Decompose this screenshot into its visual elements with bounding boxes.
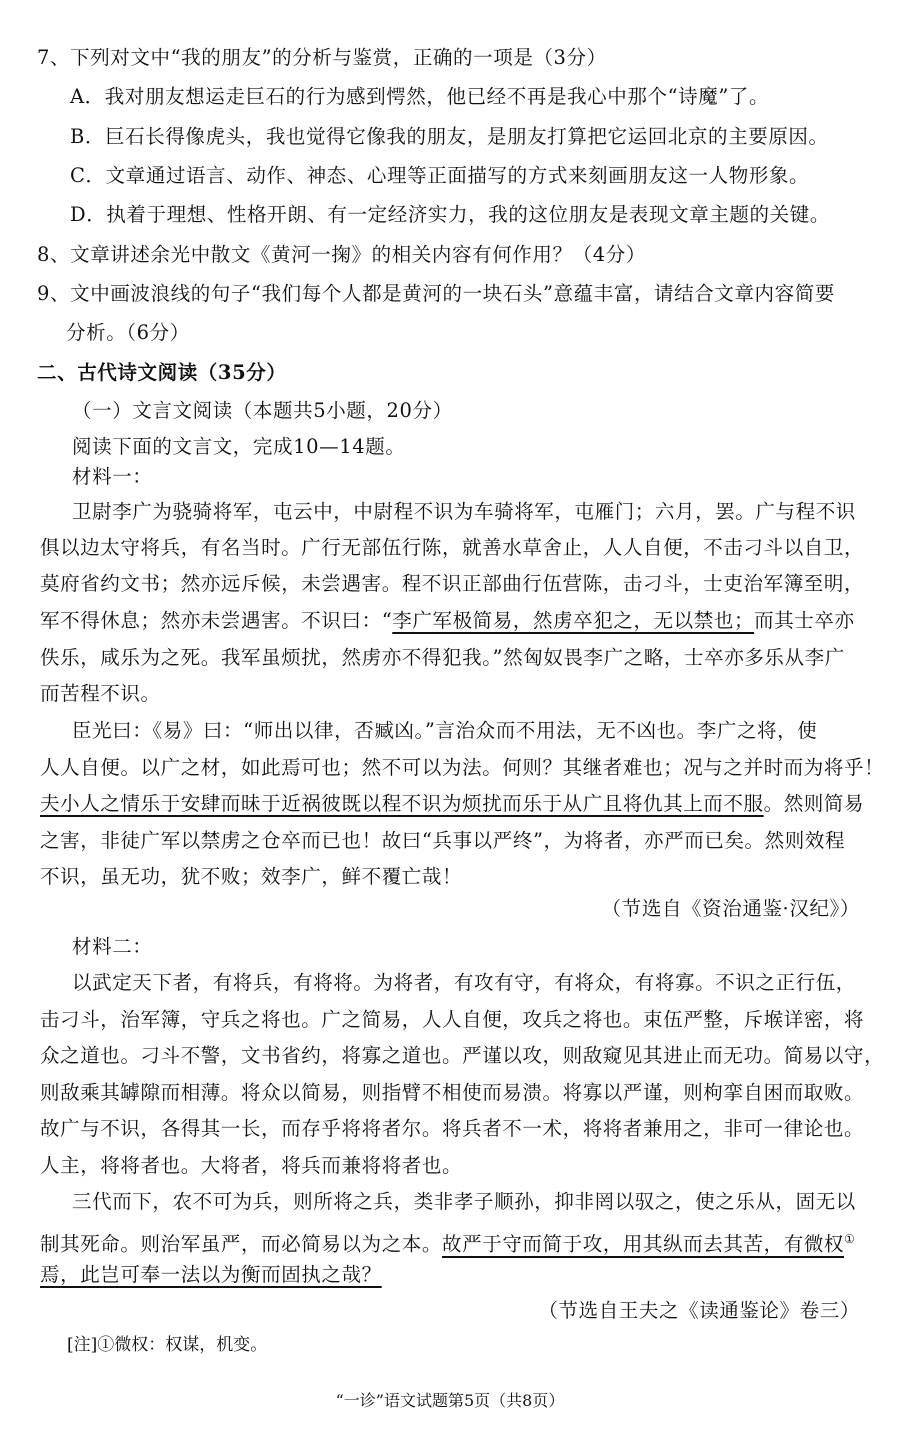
question-7-option-a: A．我对朋友想运走巨石的行为感到愕然，他已经不再是我心中那个“诗魔”了。 bbox=[70, 85, 770, 108]
material-1-source: （节选自《资治通鉴·汉纪》） bbox=[601, 897, 860, 920]
material-2-line-1: 以武定天下者，有将兵，有将将。为将者，有攻有守，有将众，有将寡。不识之正行伍， bbox=[72, 971, 856, 994]
material-2-line-5: 故广与不识，各得其一长，而存乎将将者尔。将兵者不一术，将将者兼用之，非可一律论也。 bbox=[40, 1117, 865, 1140]
question-9-line-1: 9、文中画波浪线的句子“我们每个人都是黄河的一块石头”意蕴丰富，请结合文章内容简要 bbox=[37, 282, 835, 305]
subsection-heading: （一）文言文阅读（本题共5小题，20分） bbox=[72, 399, 453, 422]
material-1-underlined-quote: 李广军极简易，然虏卒犯之，无以禁也； bbox=[392, 609, 755, 632]
section-heading: 二、古代诗文阅读（35分） bbox=[37, 361, 287, 384]
material-2-source: （节选自王夫之《读通鉴论》卷三） bbox=[538, 1299, 860, 1322]
question-7-stem: 7、下列对文中“我的朋友”的分析与鉴赏，正确的一项是（3分） bbox=[37, 46, 607, 69]
material-2-label: 材料二： bbox=[72, 935, 153, 958]
material-2-line-4: 则敌乘其罅隙而相薄。将众以简易，则指臂不相使而易溃。将寡以严谨，则枸挛自困而取败。 bbox=[40, 1081, 865, 1104]
page-footer: “一诊”语文试题第5页（共8页） bbox=[335, 1391, 565, 1410]
material-1-para2-line-3 bbox=[40, 790, 864, 818]
material-1-label: 材料一： bbox=[72, 465, 153, 488]
material-2-para2-line-3 bbox=[40, 1261, 382, 1289]
material-2-line-6: 人主，将将者也。大将者，将兵而兼将将者也。 bbox=[40, 1154, 463, 1177]
material-1-line-4-pre: 军不得休息；然亦未尝遇害。不识曰：“ bbox=[40, 609, 393, 632]
footnote-marker: ① bbox=[844, 1232, 856, 1246]
reading-instruction: 阅读下面的文言文，完成10—14题。 bbox=[72, 435, 406, 458]
material-1-line-5: 佚乐，咸乐为之死。我军虽烦扰，然虏亦不得犯我。”然匈奴畏李广之略，士卒亦多乐从李广 bbox=[40, 646, 845, 669]
question-7-option-d: D．执着于理想、性格开朗、有一定经济实力，我的这位朋友是表现文章主题的关键。 bbox=[70, 203, 830, 226]
question-7-option-c: C．文章通过语言、动作、神态、心理等正面描写的方式来刻画朋友这一人物形象。 bbox=[70, 164, 810, 187]
question-8: 8、文章讲述余光中散文《黄河一掬》的相关内容有何作用？（4分） bbox=[37, 243, 646, 266]
material-1-line-4-post: 而其士卒亦 bbox=[754, 609, 855, 632]
material-2-underlined-sentence-end: 焉，此岂可奉一法以为衡而固执之哉？ bbox=[40, 1263, 382, 1286]
material-1-line-3: 莫府省约文书；然亦远斥候，未尝遇害。程不识正部曲行伍营陈，击刁斗，士吏治军簿至明， bbox=[40, 572, 865, 595]
material-1-para2-line-2: 人人自便。以广之材，如此焉可也；然不可以为法。何则？其继者难也；况与之并时而为将乎！ bbox=[40, 756, 885, 779]
question-9-line-2: 分析。（6分） bbox=[66, 321, 190, 344]
material-2-line-3: 众之道也。刁斗不警，文书省约，将寡之道也。严谨以攻，则敌窥见其进止而无功。简易以守， bbox=[40, 1044, 885, 1067]
material-2-line-2: 击刁斗，治军簿，守兵之将也。广之简易，人人自便，攻兵之将也。束伍严整，斥堠详密，将 bbox=[40, 1008, 865, 1031]
question-7-option-b: B．巨石长得像虎头，我也觉得它像我的朋友，是朋友打算把它运回北京的主要原因。 bbox=[70, 125, 829, 148]
material-2-para2-line-2 bbox=[40, 1225, 855, 1259]
material-1-para2-line-5: 不识，虽无功，犹不败；效李广，鲜不覆亡哉！ bbox=[40, 865, 463, 888]
material-1-line-6: 而苦程不识。 bbox=[40, 682, 161, 705]
material-1-line-1: 卫尉李广为骁骑将军，屯云中，中尉程不识为车骑将军，屯雁门；六月，罢。广与程不识 bbox=[72, 500, 856, 523]
material-1-line-2: 俱以边太守将兵，有名当时。广行无部伍行陈，就善水草舍止，人人自便，不击刁斗以自卫， bbox=[40, 536, 865, 559]
material-2-para2-line-2-pre: 制其死命。则治军虽严，而必简易以为之本。 bbox=[40, 1232, 443, 1256]
material-2-underlined-sentence-start: 故严于守而简于攻，用其纵而去其苦，有微权 bbox=[442, 1232, 845, 1256]
material-1-para2-line-4: 之害，非徒广军以禁虏之仓卒而已也！故曰“兵事以严终”，为将者，亦严而已矣。然则效程 bbox=[40, 829, 846, 852]
material-1-para2-line-1: 臣光曰：《易》曰：“师出以律，否臧凶。”言治众而不用法，无不凶也。李广之将，使 bbox=[72, 719, 818, 742]
material-1-para2-line-3-post: 。然则简易 bbox=[763, 792, 865, 815]
footnote: [注]①微权：权谋，机变。 bbox=[67, 1335, 268, 1355]
material-1-underlined-sentence: 夫小人之情乐于安肆而昧于近祸彼既以程不识为烦扰而乐于从广且将仇其上而不服 bbox=[40, 792, 764, 815]
material-2-para2-line-1: 三代而下，农不可为兵，则所将之兵，类非孝子顺孙，抑非罔以驭之，使之乐从，固无以 bbox=[72, 1190, 856, 1213]
material-1-line-4 bbox=[40, 607, 855, 635]
